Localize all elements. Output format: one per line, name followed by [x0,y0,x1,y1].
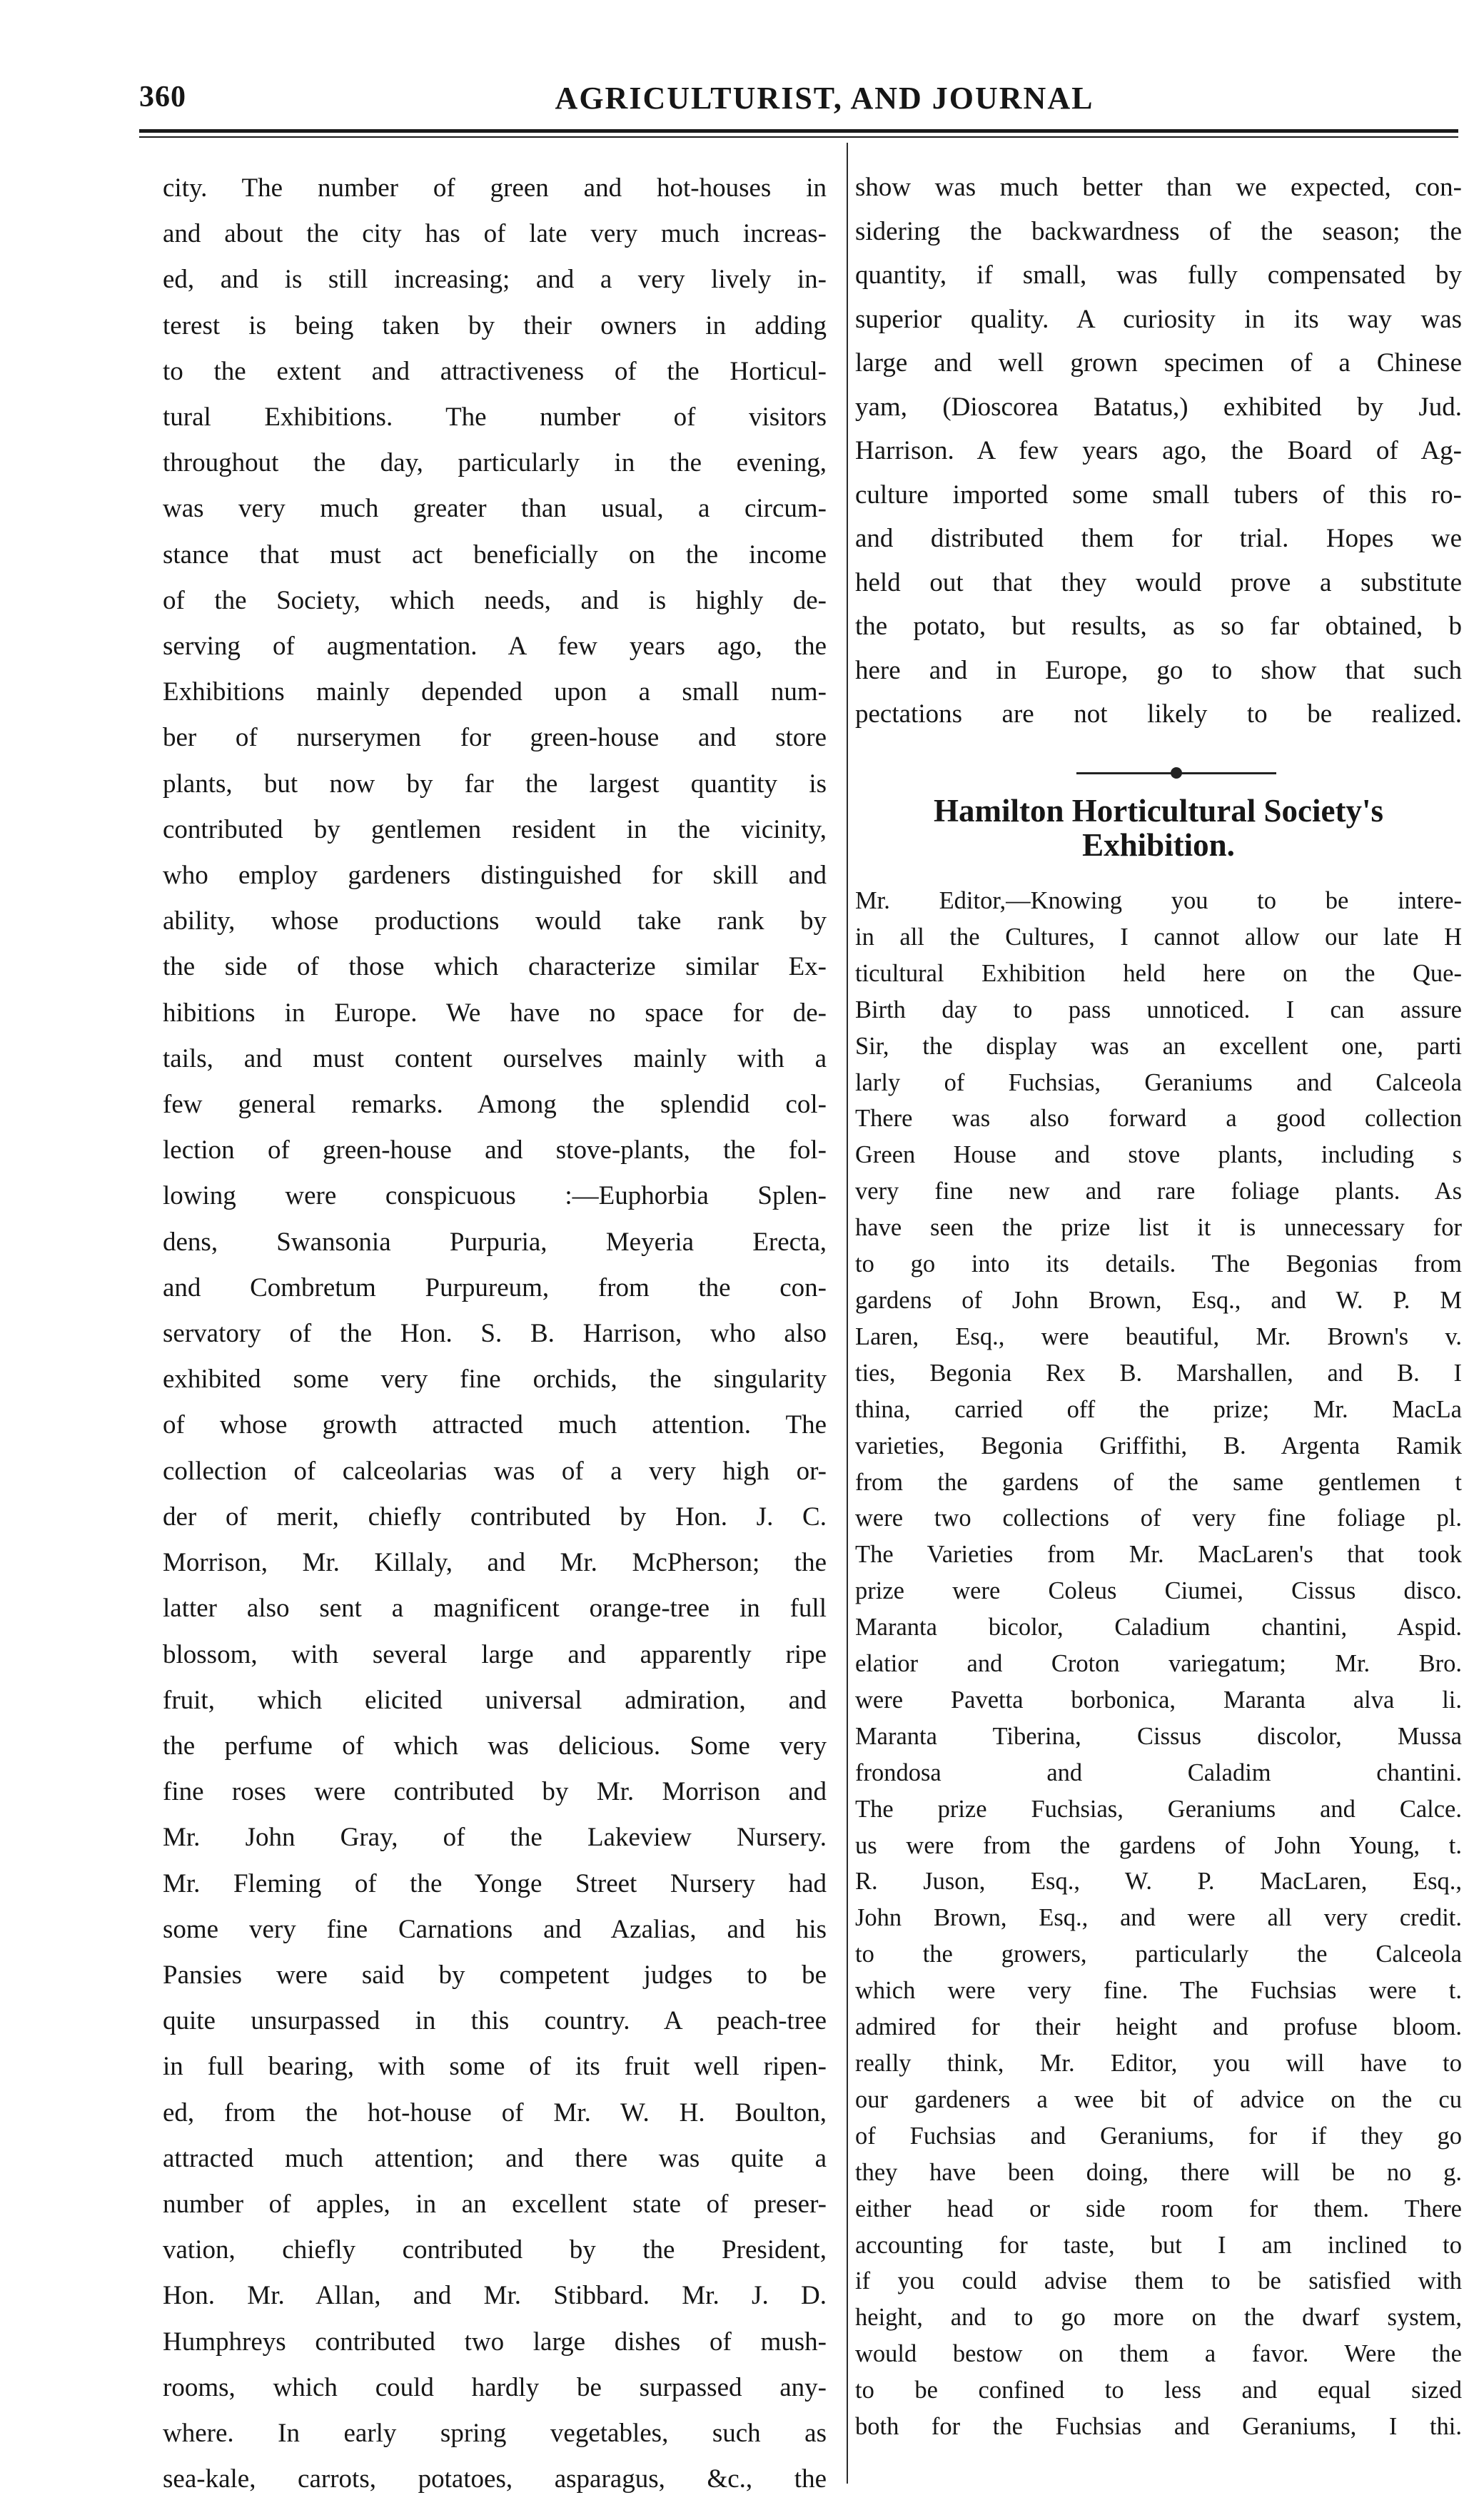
page-header [139,80,1395,123]
text-line: elatior and Croton variegatum; Mr. Bro. [855,1650,1462,1678]
text-line: who employ gardeners distinguished for skill and [163,861,827,891]
text-line: fruit, which elicited universal admiration, and [163,1685,827,1715]
text-line: the side of those which characterize similar Ex- [163,952,827,982]
article-body [855,883,1462,2445]
text-line: from the gardens of the same gentlemen t [855,1468,1462,1496]
text-line: tural Exhibitions. The number of visitors [163,403,827,432]
text-line: quantity, if small, was fully compensated by [855,260,1462,290]
text-line: were Pavetta borbonica, Maranta alva li. [855,1686,1462,1714]
text-line: Green House and stove plants, including s [855,1141,1462,1169]
text-line: ties, Begonia Rex B. Marshallen, and B. I [855,1359,1462,1387]
text-line: Maranta Tiberina, Cissus discolor, Mussa [855,1722,1462,1750]
text-line: large and well grown specimen of a Chinese [855,348,1462,378]
text-line: frondosa and Caladim chantini. [855,1759,1462,1786]
text-line: Hon. Mr. Allan, and Mr. Stibbard. Mr. J. D. [163,2281,827,2311]
section-divider-ornament [1076,767,1276,779]
text-line: The Varieties from Mr. MacLaren's that took [855,1541,1462,1569]
running-title: AGRICULTURIST, AND JOURNAL [555,81,1094,116]
text-line: few general remarks. Among the splendid col- [163,1090,827,1120]
text-line: here and in Europe, go to show that such [855,655,1462,685]
text-line: of Fuchsias and Geraniums, for if they go [855,2122,1462,2150]
text-line: the perfume of which was delicious. Some very [163,1731,827,1761]
article-title-line-2: Exhibition. [1082,827,1235,863]
text-line: R. Juson, Esq., W. P. MacLaren, Esq., [855,1868,1462,1896]
text-line: Harrison. A few years ago, the Board of Ag- [855,436,1462,465]
text-line: either head or side room for them. There [855,2195,1462,2222]
text-line: attracted much attention; and there was quite a [163,2143,827,2173]
text-line: ability, whose productions would take rank by [163,906,827,936]
text-line: ber of nurserymen for green-house and store [163,723,827,753]
text-line: pectations are not likely to be realized. [855,699,1462,729]
text-line: yam, (Dioscorea Batatus,) exhibited by Jud. [855,392,1462,422]
text-line: to the extent and attractiveness of the Horticul- [163,356,827,386]
text-line: lection of green-house and stove-plants, the fol- [163,1135,827,1165]
text-line: height, and to go more on the dwarf system, [855,2304,1462,2332]
text-line: which were very fine. The Fuchsias were t. [855,1977,1462,2005]
text-line: serving of augmentation. A few years ago, the [163,632,827,662]
text-line: the potato, but results, as so far obtained, b [855,612,1462,641]
text-line: Morrison, Mr. Killaly, and Mr. McPherson; the [163,1548,827,1578]
text-line: tails, and must content ourselves mainly with a [163,1043,827,1073]
text-line: held out that they would prove a substitute [855,567,1462,597]
text-line: der of merit, chiefly contributed by Hon. J. C. [163,1502,827,1532]
text-line: ed, from the hot-house of Mr. W. H. Boulton, [163,2098,827,2127]
divider-dot [1171,767,1182,779]
text-line: were two collections of very fine foliage pl. [855,1504,1462,1532]
left-column [163,166,827,2502]
text-line: sea-kale, carrots, potatoes, asparagus, &c., the [163,2464,827,2494]
text-line: of the Society, which needs, and is highly de- [163,585,827,615]
text-line: us were from the gardens of John Young, t. [855,1831,1462,1859]
text-line: The prize Fuchsias, Geraniums and Calce. [855,1795,1462,1823]
text-line: Exhibitions mainly depended upon a small num- [163,677,827,707]
text-line: very fine new and rare foliage plants. As [855,1178,1462,1205]
text-line: in all the Cultures, I cannot allow our late H [855,923,1462,951]
page-number: 360 [139,81,186,113]
text-line: Maranta bicolor, Caladium chantini, Aspid. [855,1614,1462,1641]
header-rule-thick [139,129,1458,133]
text-line: terest is being taken by their owners in adding [163,310,827,340]
text-line: our gardeners a wee bit of advice on the cu [855,2085,1462,2113]
text-line: have seen the prize list it is unnecessary for [855,1214,1462,1242]
text-line: Laren, Esq., were beautiful, Mr. Brown's v. [855,1322,1462,1350]
text-line: to go into its details. The Begonias from [855,1250,1462,1278]
text-line: Pansies were said by competent judges to be [163,1960,827,1990]
text-line: they have been doing, there will be no g. [855,2158,1462,2186]
text-line: if you could advise them to be satisfied with [855,2267,1462,2295]
text-line: Humphreys contributed two large dishes of mush- [163,2327,827,2357]
text-line: was very much greater than usual, a circum- [163,494,827,524]
text-line: sidering the backwardness of the season; the [855,216,1462,246]
text-line: gardens of John Brown, Esq., and W. P. M [855,1286,1462,1314]
text-line: really think, Mr. Editor, you will have to [855,2050,1462,2077]
text-line: ticultural Exhibition held here on the Que- [855,959,1462,987]
text-line: fine roses were contributed by Mr. Morrison and [163,1777,827,1807]
text-line: city. The number of green and hot-houses in [163,173,827,203]
text-line: number of apples, in an excellent state of preser- [163,2189,827,2219]
text-line: throughout the day, particularly in the evening, [163,448,827,478]
text-line: latter also sent a magnificent orange-tree in full [163,1594,827,1624]
text-line: exhibited some very fine orchids, the singularity [163,1365,827,1395]
text-line: some very fine Carnations and Azalias, and his [163,1914,827,1944]
text-line: and distributed them for trial. Hopes we [855,524,1462,553]
text-line: varieties, Begonia Griffithi, B. Argenta Ramik [855,1432,1462,1459]
article-title [855,794,1462,862]
text-line: Birth day to pass unnoticed. I can assure [855,996,1462,1023]
text-line: Mr. John Gray, of the Lakeview Nursery. [163,1823,827,1853]
text-line: ed, and is still increasing; and a very lively in- [163,265,827,295]
text-line: Sir, the display was an excellent one, parti [855,1032,1462,1060]
text-line: vation, chiefly contributed by the President, [163,2235,827,2265]
column-divider [847,143,848,2484]
text-line: accounting for taste, but I am inclined to [855,2231,1462,2259]
text-line: in full bearing, with some of its fruit well ripen- [163,2052,827,2082]
right-column-continued-text [855,166,1462,737]
text-line: dens, Swansonia Purpuria, Meyeria Erecta, [163,1227,827,1257]
text-line: rooms, which could hardly be surpassed any- [163,2372,827,2402]
text-line: contributed by gentlemen resident in the vicinity, [163,814,827,844]
text-line: John Brown, Esq., and were all very credit. [855,1904,1462,1932]
right-column [855,166,1462,2441]
text-line: larly of Fuchsias, Geraniums and Calceola [855,1068,1462,1096]
text-line: quite unsurpassed in this country. A peach-tree [163,2006,827,2036]
text-line: where. In early spring vegetables, such as [163,2418,827,2448]
text-line: stance that must act beneficially on the income [163,540,827,570]
text-line: servatory of the Hon. S. B. Harrison, who also [163,1319,827,1349]
text-line: and about the city has of late very much increas- [163,219,827,249]
text-line: There was also forward a good collection [855,1105,1462,1133]
text-line: would bestow on them a favor. Were the [855,2340,1462,2368]
text-line: thina, carried off the prize; Mr. MacLa [855,1395,1462,1423]
text-line: to be confined to less and equal sized [855,2377,1462,2404]
text-line: culture imported some small tubers of this ro- [855,480,1462,510]
text-line: lowing were conspicuous :—Euphorbia Splen- [163,1181,827,1211]
text-line: hibitions in Europe. We have no space for de- [163,998,827,1028]
text-line: Mr. Editor,—Knowing you to be intere- [855,887,1462,914]
text-line: and Combretum Purpureum, from the con- [163,1272,827,1302]
text-line: admired for their height and profuse bloom. [855,2013,1462,2041]
text-line: both for the Fuchsias and Geraniums, I thi. [855,2413,1462,2441]
text-line: prize were Coleus Ciumei, Cissus disco. [855,1577,1462,1605]
text-line: of whose growth attracted much attention. The [163,1410,827,1440]
text-line: superior quality. A curiosity in its way was [855,304,1462,334]
text-line: plants, but now by far the largest quantity is [163,769,827,799]
article-title-line-1: Hamilton Horticultural Society's [934,793,1383,829]
text-line: to the growers, particularly the Calceola [855,1940,1462,1968]
text-line: show was much better than we expected, con- [855,173,1462,202]
text-line: collection of calceolarias was of a very high or- [163,1456,827,1486]
header-rule-thin [139,136,1458,138]
text-line: blossom, with several large and apparently ripe [163,1639,827,1669]
text-line: Mr. Fleming of the Yonge Street Nursery had [163,1868,827,1898]
